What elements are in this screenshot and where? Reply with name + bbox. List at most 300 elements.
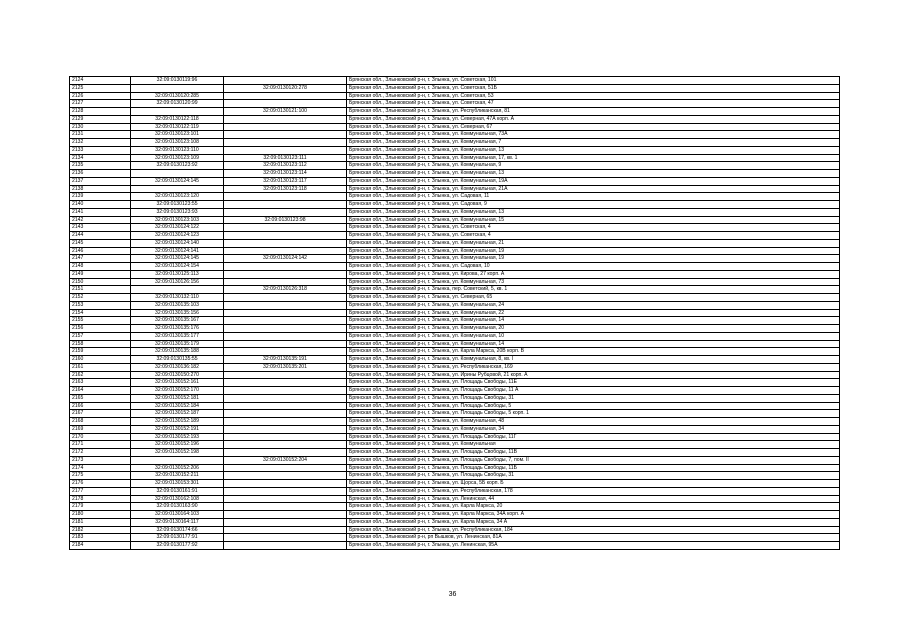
table-row [70, 146, 840, 154]
row-number-cell: 2131 [70, 131, 131, 139]
row-number-cell: 2144 [70, 232, 131, 240]
cadastral-number-cell [131, 456, 224, 464]
table-row [70, 170, 840, 178]
row-number-cell: 2125 [70, 84, 131, 92]
row-number-cell: 2146 [70, 247, 131, 255]
row-number-cell: 2159 [70, 348, 131, 356]
table-row [70, 449, 840, 457]
cadastral-number-cell: 32:09:0130150:270 [131, 371, 224, 379]
address-cell: Брянская обл., Злынковский р-н, г. Злынка, ул. Коммунальная, 19 [347, 255, 840, 263]
row-number-cell: 2129 [70, 115, 131, 123]
linked-cadastral-number-cell [224, 503, 347, 511]
address-cell: Брянская обл., Злынковский р-н, г. Злынка, ул. Карла Маркса, 34А корп. А [347, 511, 840, 519]
linked-cadastral-number-cell [224, 402, 347, 410]
linked-cadastral-number-cell: 32:09:0130121:100 [224, 108, 347, 116]
address-cell: Брянская обл., Злынковский р-н, г. Злынка, ул. Советская, 53 [347, 92, 840, 100]
table-row [70, 286, 840, 294]
linked-cadastral-number-cell [224, 263, 347, 271]
cadastral-number-cell: 32:09:0130123:92 [131, 162, 224, 170]
cadastral-number-cell: 32:09:0130152:161 [131, 379, 224, 387]
address-cell: Брянская обл., Злынковский р-н, г. Злынка, ул. Щорса, 5Б корп. Б [347, 480, 840, 488]
cadastral-number-cell: 32:09:0130152:187 [131, 410, 224, 418]
cadastral-number-cell: 32:09:0130135:179 [131, 340, 224, 348]
row-number-cell: 2172 [70, 449, 131, 457]
cadastral-number-cell: 32:09:0130124:145 [131, 177, 224, 185]
cadastral-number-cell: 32:09:0130120:285 [131, 92, 224, 100]
row-number-cell: 2139 [70, 193, 131, 201]
row-number-cell: 2152 [70, 294, 131, 302]
linked-cadastral-number-cell [224, 131, 347, 139]
row-number-cell: 2138 [70, 185, 131, 193]
linked-cadastral-number-cell: 32:09:0130123:98 [224, 216, 347, 224]
row-number-cell: 2182 [70, 526, 131, 534]
cadastral-number-cell: 32:09:0130136:182 [131, 363, 224, 371]
table-row [70, 487, 840, 495]
cadastral-number-cell: 32:09:0130177:91 [131, 534, 224, 542]
table-row [70, 131, 840, 139]
cadastral-number-cell: 32:09:0130135:176 [131, 325, 224, 333]
row-number-cell: 2150 [70, 278, 131, 286]
address-cell: Брянская обл., Злынковский р-н, г. Злынка, ул. Кирова, 27 корп. А [347, 270, 840, 278]
table-row [70, 239, 840, 247]
row-number-cell: 2148 [70, 263, 131, 271]
row-number-cell: 2170 [70, 433, 131, 441]
address-cell: Брянская обл., Злынковский р-н, г. Злынка, ул. Коммунальная, 14 [347, 317, 840, 325]
table-row [70, 108, 840, 116]
cadastral-number-cell: 32:09:0130135:103 [131, 301, 224, 309]
cadastral-number-cell: 32:09:0130152:170 [131, 387, 224, 395]
cadastral-number-cell: 32:09:0130126:156 [131, 278, 224, 286]
cadastral-number-cell: 32:09:0130123:109 [131, 154, 224, 162]
table-row [70, 332, 840, 340]
table-row [70, 356, 840, 364]
table-row [70, 472, 840, 480]
table-row [70, 387, 840, 395]
cadastral-number-cell: 32:09:0130125:113 [131, 270, 224, 278]
cadastral-number-cell: 32:09:0130152:191 [131, 425, 224, 433]
table-row [70, 255, 840, 263]
table-row [70, 441, 840, 449]
cadastral-number-cell: 32:09:0130135:167 [131, 317, 224, 325]
table-row [70, 363, 840, 371]
linked-cadastral-number-cell [224, 480, 347, 488]
page-number: 36 [448, 591, 457, 598]
row-number-cell: 2158 [70, 340, 131, 348]
cadastral-number-cell: 32:09:0130135:177 [131, 332, 224, 340]
address-cell: Брянская обл., Злынковский р-н, г. Злынка, ул. Ирины Рубцовой, 21 корп. А [347, 371, 840, 379]
row-number-cell: 2136 [70, 170, 131, 178]
cadastral-number-cell: 32:09:0130164:117 [131, 518, 224, 526]
cadastral-number-cell: 32:09:0130132:110 [131, 294, 224, 302]
address-cell: Брянская обл., Злынковский р-н, г. Злынка, ул. Коммунальная, 17, кв. 1 [347, 154, 840, 162]
row-number-cell: 2142 [70, 216, 131, 224]
address-cell: Брянская обл., Злынковский р-н, г. Злынка, ул. Северная, 65 [347, 294, 840, 302]
linked-cadastral-number-cell [224, 511, 347, 519]
row-number-cell: 2165 [70, 394, 131, 402]
table-row [70, 402, 840, 410]
table-row [70, 394, 840, 402]
address-cell: Брянская обл., Злынковский р-н, г. Злынка, ул. Коммунальная, 7 [347, 139, 840, 147]
cadastral-number-cell: 32:09:0130152:198 [131, 449, 224, 457]
cadastral-number-cell: 32:09:0130152:196 [131, 441, 224, 449]
linked-cadastral-number-cell [224, 394, 347, 402]
linked-cadastral-number-cell [224, 115, 347, 123]
cadastral-number-cell: 32:09:0130119:96 [131, 77, 224, 85]
cadastral-number-cell: 32:09:0130123:101 [131, 131, 224, 139]
table-row [70, 263, 840, 271]
table-row [70, 340, 840, 348]
linked-cadastral-number-cell [224, 100, 347, 108]
linked-cadastral-number-cell [224, 77, 347, 85]
table-row [70, 511, 840, 519]
linked-cadastral-number-cell [224, 92, 347, 100]
address-cell: Брянская обл., Злынковский р-н, г. Злынка, ул. Коммунальная, 21А [347, 185, 840, 193]
table-row [70, 294, 840, 302]
table-row [70, 348, 840, 356]
linked-cadastral-number-cell [224, 239, 347, 247]
address-cell: Брянская обл., Злынковский р-н, г. Злынка, ул. Коммунальная, 19А [347, 177, 840, 185]
linked-cadastral-number-cell [224, 534, 347, 542]
linked-cadastral-number-cell [224, 193, 347, 201]
cadastral-number-cell: 32:09:0130162:108 [131, 495, 224, 503]
registry-table-body [70, 77, 840, 550]
cadastral-number-cell: 32:09:0130122:119 [131, 123, 224, 131]
linked-cadastral-number-cell [224, 325, 347, 333]
address-cell: Брянская обл., Злынковский р-н, г. Злынка, ул. Карла Маркса, 34 А [347, 518, 840, 526]
row-number-cell: 2174 [70, 464, 131, 472]
table-row [70, 518, 840, 526]
table-row [70, 216, 840, 224]
table-row [70, 309, 840, 317]
address-cell: Брянская обл., Злынковский р-н, г. Злынка, пер. Советский, 5, кв. 1 [347, 286, 840, 294]
linked-cadastral-number-cell [224, 309, 347, 317]
address-cell: Брянская обл., Злынковский р-н, г. Злынка, ул. Садовая, 10 [347, 263, 840, 271]
table-row [70, 425, 840, 433]
address-cell: Брянская обл., Злынковский р-н, г. Злынка, ул. Площадь Свободы, 11Е [347, 379, 840, 387]
linked-cadastral-number-cell [224, 418, 347, 426]
linked-cadastral-number-cell [224, 208, 347, 216]
cadastral-number-cell: 32:09:0130123:103 [131, 216, 224, 224]
linked-cadastral-number-cell [224, 301, 347, 309]
linked-cadastral-number-cell: 32:09:0130123:118 [224, 185, 347, 193]
cadastral-number-cell: 32:09:0130124:123 [131, 232, 224, 240]
linked-cadastral-number-cell [224, 518, 347, 526]
address-cell: Брянская обл., Злынковский р-н, г. Злынка, ул. Площадь Свободы, 11В [347, 449, 840, 457]
address-cell: Брянская обл., Злынковский р-н, г. Злынка, ул. Коммунальная, 34 [347, 425, 840, 433]
linked-cadastral-number-cell [224, 371, 347, 379]
address-cell: Брянская обл., Злынковский р-н, г. Злынка, ул. Садовая, 11 [347, 193, 840, 201]
table-row [70, 115, 840, 123]
cadastral-number-cell: 32:09:0130124:141 [131, 247, 224, 255]
linked-cadastral-number-cell [224, 526, 347, 534]
linked-cadastral-number-cell [224, 410, 347, 418]
address-cell: Брянская обл., Злынковский р-н, г. Злынка, ул. Коммунальная, 14 [347, 340, 840, 348]
table-row [70, 84, 840, 92]
linked-cadastral-number-cell [224, 232, 347, 240]
address-cell: Брянская обл., Злынковский р-н, г. Злынка, ул. Площадь Свободы, 31 [347, 472, 840, 480]
table-row [70, 534, 840, 542]
row-number-cell: 2178 [70, 495, 131, 503]
address-cell: Брянская обл., Злынковский р-н, г. Злынка, ул. Коммунальная, 48 [347, 418, 840, 426]
linked-cadastral-number-cell: 32:09:0130120:278 [224, 84, 347, 92]
linked-cadastral-number-cell: 32:09:0130123:111 [224, 154, 347, 162]
linked-cadastral-number-cell [224, 294, 347, 302]
address-cell: Брянская обл., Злынковский р-н, г. Злынка, ул. Коммунальная [347, 441, 840, 449]
row-number-cell: 2175 [70, 472, 131, 480]
address-cell: Брянская обл., Злынковский р-н, г. Злынка, ул. Северная, 67 [347, 123, 840, 131]
cadastral-number-cell: 32:09:0130152:211 [131, 472, 224, 480]
address-cell: Брянская обл., Злынковский р-н, г. Злынка, ул. Площадь Свободы, 11Г [347, 433, 840, 441]
linked-cadastral-number-cell [224, 542, 347, 550]
linked-cadastral-number-cell [224, 433, 347, 441]
row-number-cell: 2176 [70, 480, 131, 488]
address-cell: Брянская обл., Злынковский р-н, г. Злынка, ул. Советская, 4 [347, 232, 840, 240]
table-row [70, 185, 840, 193]
row-number-cell: 2162 [70, 371, 131, 379]
row-number-cell: 2147 [70, 255, 131, 263]
row-number-cell: 2154 [70, 309, 131, 317]
address-cell: Брянская обл., Злынковский р-н, г. Злынка, ул. Коммунальная, 73 [347, 278, 840, 286]
address-cell: Брянская обл., Злынковский р-н, г. Злынка, ул. Коммунальная, 9 [347, 162, 840, 170]
address-cell: Брянская обл., Злынковский р-н, г. Злынка, ул. Советская, 4 [347, 224, 840, 232]
cadastral-number-cell [131, 84, 224, 92]
address-cell: Брянская обл., Злынковский р-н, г. Злынка, ул. Республиканская, 81 [347, 108, 840, 116]
linked-cadastral-number-cell [224, 387, 347, 395]
table-row [70, 154, 840, 162]
row-number-cell: 2173 [70, 456, 131, 464]
row-number-cell: 2149 [70, 270, 131, 278]
table-row [70, 433, 840, 441]
row-number-cell: 2164 [70, 387, 131, 395]
table-row [70, 270, 840, 278]
cadastral-number-cell: 32:09:0130135:55 [131, 356, 224, 364]
linked-cadastral-number-cell [224, 495, 347, 503]
address-cell: Брянская обл., Злынковский р-н, г. Злынка, ул. Республиканская, 178 [347, 487, 840, 495]
table-row [70, 208, 840, 216]
address-cell: Брянская обл., Злынковский р-н, г. Злынка, ул. Республиканская, 169 [347, 363, 840, 371]
registry-table [69, 76, 840, 550]
linked-cadastral-number-cell: 32:09:0130123:117 [224, 177, 347, 185]
address-cell: Брянская обл., Злынковский р-н, г. Злынка, ул. Советская, 51Б [347, 84, 840, 92]
cadastral-number-cell: 32:09:0130174:66 [131, 526, 224, 534]
address-cell: Брянская обл., Злынковский р-н, рп Вышков, ул. Ленинская, 81А [347, 534, 840, 542]
address-cell: Брянская обл., Злынковский р-н, г. Злынка, ул. Коммунальная, 21 [347, 239, 840, 247]
row-number-cell: 2166 [70, 402, 131, 410]
row-number-cell: 2151 [70, 286, 131, 294]
table-row [70, 278, 840, 286]
cadastral-number-cell: 32:09:0130123:120 [131, 193, 224, 201]
cadastral-number-cell: 32:09:0130152:193 [131, 433, 224, 441]
table-row [70, 92, 840, 100]
table-row [70, 371, 840, 379]
address-cell: Брянская обл., Злынковский р-н, г. Злынка, ул. Площадь Свободы, 11 А [347, 387, 840, 395]
table-row [70, 379, 840, 387]
cadastral-number-cell: 32:09:0130120:99 [131, 100, 224, 108]
row-number-cell: 2161 [70, 363, 131, 371]
linked-cadastral-number-cell: 32:09:0130135:191 [224, 356, 347, 364]
linked-cadastral-number-cell [224, 340, 347, 348]
row-number-cell: 2169 [70, 425, 131, 433]
row-number-cell: 2141 [70, 208, 131, 216]
address-cell: Брянская обл., Злынковский р-н, г. Злынка, ул. Площадь Свободы, 7, пом. II [347, 456, 840, 464]
address-cell: Брянская обл., Злынковский р-н, г. Злынка, ул. Карла Маркса, 20В корп. В [347, 348, 840, 356]
linked-cadastral-number-cell [224, 278, 347, 286]
table-row [70, 201, 840, 209]
linked-cadastral-number-cell [224, 247, 347, 255]
linked-cadastral-number-cell [224, 425, 347, 433]
cadastral-number-cell: 32:09:0130152:181 [131, 394, 224, 402]
row-number-cell: 2167 [70, 410, 131, 418]
address-cell: Брянская обл., Злынковский р-н, г. Злынка, ул. Площадь Свободы, 5 корп. 1 [347, 410, 840, 418]
linked-cadastral-number-cell [224, 146, 347, 154]
row-number-cell: 2177 [70, 487, 131, 495]
row-number-cell: 2163 [70, 379, 131, 387]
table-row [70, 247, 840, 255]
linked-cadastral-number-cell: 32:09:0130123:114 [224, 170, 347, 178]
address-cell: Брянская обл., Злынковский р-н, г. Злынка, ул. Коммунальная, 19 [347, 247, 840, 255]
cadastral-number-cell: 32:09:0130152:189 [131, 418, 224, 426]
address-cell: Брянская обл., Злынковский р-н, г. Злынка, ул. Республиканская, 184 [347, 526, 840, 534]
linked-cadastral-number-cell [224, 472, 347, 480]
table-row [70, 526, 840, 534]
address-cell: Брянская обл., Злынковский р-н, г. Злынка, ул. Северная, 47А корп. А [347, 115, 840, 123]
row-number-cell: 2156 [70, 325, 131, 333]
row-number-cell: 2157 [70, 332, 131, 340]
cadastral-number-cell [131, 108, 224, 116]
table-row [70, 418, 840, 426]
row-number-cell: 2179 [70, 503, 131, 511]
cadastral-number-cell: 32:09:0130163:90 [131, 503, 224, 511]
table-row [70, 100, 840, 108]
address-cell: Брянская обл., Злынковский р-н, г. Злынка, ул. Коммунальная, 13 [347, 146, 840, 154]
table-row [70, 123, 840, 131]
cadastral-number-cell: 32:09:0130124:122 [131, 224, 224, 232]
address-cell: Брянская обл., Злынковский р-н, г. Злынка, ул. Коммунальная, 13 [347, 208, 840, 216]
table-row [70, 77, 840, 85]
table-row [70, 325, 840, 333]
address-cell: Брянская обл., Злынковский р-н, г. Злынка, ул. Коммунальная, 13 [347, 170, 840, 178]
cadastral-number-cell [131, 286, 224, 294]
table-row [70, 301, 840, 309]
linked-cadastral-number-cell [224, 348, 347, 356]
cadastral-number-cell: 32:09:0130123:55 [131, 201, 224, 209]
address-cell: Брянская обл., Злынковский р-н, г. Злынка, ул. Советская, 101 [347, 77, 840, 85]
cadastral-number-cell [131, 170, 224, 178]
row-number-cell: 2135 [70, 162, 131, 170]
row-number-cell: 2168 [70, 418, 131, 426]
address-cell: Брянская обл., Злынковский р-н, г. Злынка, ул. Садовая, 9 [347, 201, 840, 209]
table-row [70, 542, 840, 550]
row-number-cell: 2130 [70, 123, 131, 131]
table-row [70, 232, 840, 240]
row-number-cell: 2183 [70, 534, 131, 542]
row-number-cell: 2133 [70, 146, 131, 154]
table-row [70, 139, 840, 147]
linked-cadastral-number-cell [224, 441, 347, 449]
row-number-cell: 2155 [70, 317, 131, 325]
cadastral-number-cell [131, 185, 224, 193]
cadastral-number-cell: 32:09:0130152:184 [131, 402, 224, 410]
table-row [70, 480, 840, 488]
linked-cadastral-number-cell: 32:09:0130123:112 [224, 162, 347, 170]
row-number-cell: 2153 [70, 301, 131, 309]
address-cell: Брянская обл., Злынковский р-н, г. Злынка, ул. Ленинская, 95А [347, 542, 840, 550]
address-cell: Брянская обл., Злынковский р-н, г. Злынка, ул. Площадь Свободы, 11Б [347, 464, 840, 472]
cadastral-number-cell: 32:09:0130124:140 [131, 239, 224, 247]
cadastral-number-cell: 32:09:0130153:301 [131, 480, 224, 488]
linked-cadastral-number-cell: 32:09:0130152:204 [224, 456, 347, 464]
row-number-cell: 2134 [70, 154, 131, 162]
table-row [70, 317, 840, 325]
linked-cadastral-number-cell [224, 224, 347, 232]
row-number-cell: 2184 [70, 542, 131, 550]
row-number-cell: 2132 [70, 139, 131, 147]
row-number-cell: 2143 [70, 224, 131, 232]
cadastral-number-cell: 32:09:0130123:110 [131, 146, 224, 154]
cadastral-number-cell: 32:09:0130152:206 [131, 464, 224, 472]
row-number-cell: 2160 [70, 356, 131, 364]
address-cell: Брянская обл., Злынковский р-н, г. Злынка, ул. Площадь Свободы, 5 [347, 402, 840, 410]
address-cell: Брянская обл., Злынковский р-н, г. Злынка, ул. Коммунальная, 10 [347, 332, 840, 340]
linked-cadastral-number-cell [224, 379, 347, 387]
address-cell: Брянская обл., Злынковский р-н, г. Злынка, ул. Ленинская, 44 [347, 495, 840, 503]
address-cell: Брянская обл., Злынковский р-н, г. Злынка, ул. Карла Маркса, 20 [347, 503, 840, 511]
address-cell: Брянская обл., Злынковский р-н, г. Злынка, ул. Советская, 47 [347, 100, 840, 108]
row-number-cell: 2126 [70, 92, 131, 100]
table-row [70, 162, 840, 170]
linked-cadastral-number-cell [224, 332, 347, 340]
row-number-cell: 2127 [70, 100, 131, 108]
address-cell: Брянская обл., Злынковский р-н, г. Злынка, ул. Коммунальная, 24 [347, 301, 840, 309]
table-row [70, 503, 840, 511]
row-number-cell: 2181 [70, 518, 131, 526]
linked-cadastral-number-cell [224, 487, 347, 495]
linked-cadastral-number-cell [224, 449, 347, 457]
address-cell: Брянская обл., Злынковский р-н, г. Злынка, ул. Коммунальная, 8, кв. I [347, 356, 840, 364]
row-number-cell: 2124 [70, 77, 131, 85]
cadastral-number-cell: 32:09:0130123:93 [131, 208, 224, 216]
row-number-cell: 2180 [70, 511, 131, 519]
cadastral-number-cell: 32:09:0130135:188 [131, 348, 224, 356]
table-row [70, 464, 840, 472]
cadastral-number-cell: 32:09:0130122:118 [131, 115, 224, 123]
cadastral-number-cell: 32:09:0130123:108 [131, 139, 224, 147]
address-cell: Брянская обл., Злынковский р-н, г. Злынка, ул. Коммунальная, 22 [347, 309, 840, 317]
table-row [70, 224, 840, 232]
row-number-cell: 2140 [70, 201, 131, 209]
table-row [70, 495, 840, 503]
row-number-cell: 2137 [70, 177, 131, 185]
row-number-cell: 2145 [70, 239, 131, 247]
linked-cadastral-number-cell [224, 123, 347, 131]
linked-cadastral-number-cell [224, 464, 347, 472]
cadastral-number-cell: 32:09:0130135:156 [131, 309, 224, 317]
address-cell: Брянская обл., Злынковский р-н, г. Злынка, ул. Площадь Свободы, 31 [347, 394, 840, 402]
address-cell: Брянская обл., Злынковский р-н, г. Злынка, ул. Коммунальная, 15 [347, 216, 840, 224]
linked-cadastral-number-cell [224, 201, 347, 209]
row-number-cell: 2171 [70, 441, 131, 449]
linked-cadastral-number-cell: 32:09:0130135:201 [224, 363, 347, 371]
table-row [70, 193, 840, 201]
linked-cadastral-number-cell [224, 270, 347, 278]
cadastral-number-cell: 32:09:0130164:103 [131, 511, 224, 519]
address-cell: Брянская обл., Злынковский р-н, г. Злынка, ул. Коммунальная, 20 [347, 325, 840, 333]
cadastral-number-cell: 32:09:0130124:154 [131, 263, 224, 271]
cadastral-number-cell: 32:09:0130124:145 [131, 255, 224, 263]
table-row [70, 410, 840, 418]
cadastral-number-cell: 32:09:0130161:91 [131, 487, 224, 495]
cadastral-number-cell: 32:09:0130177:92 [131, 542, 224, 550]
